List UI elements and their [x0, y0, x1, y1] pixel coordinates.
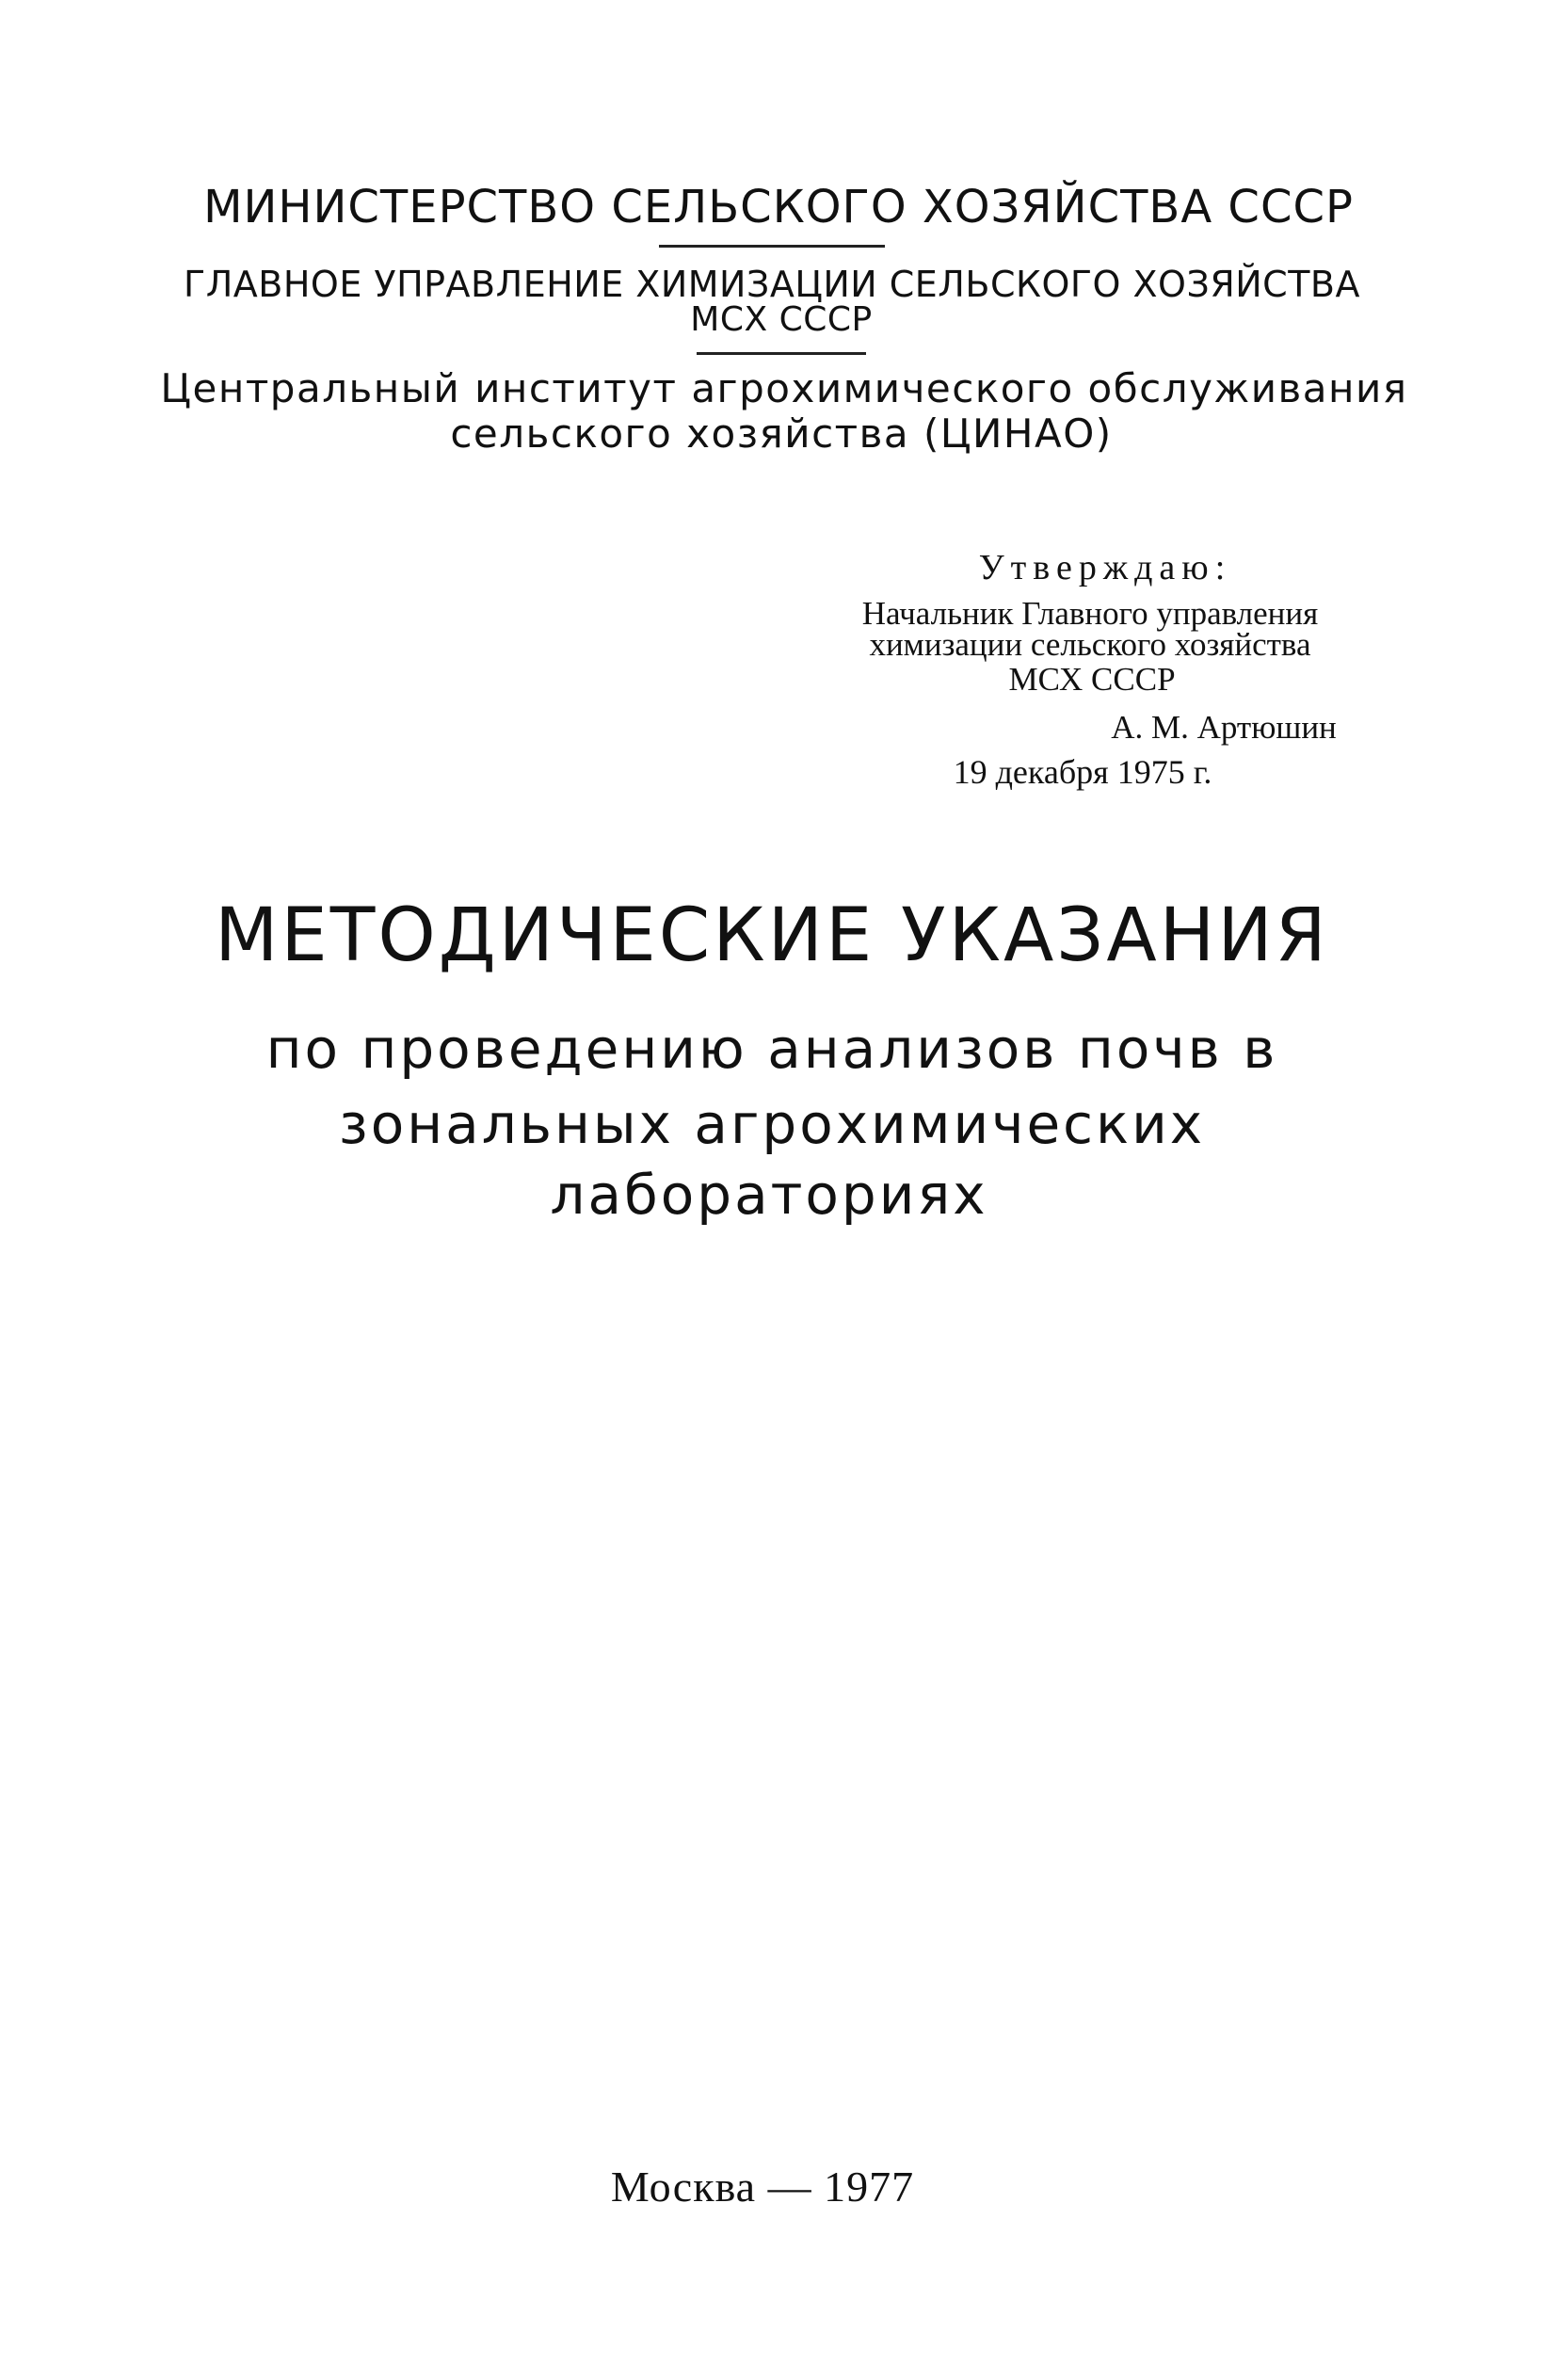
approval-date: 19 декабря 1975 г. [953, 753, 1212, 791]
approver-name: А. М. Артюшин [1111, 709, 1337, 746]
document-subtitle-line: лабораториях [550, 1163, 988, 1227]
document-title: МЕТОДИЧЕСКИЕ УКАЗАНИЯ [215, 893, 1329, 978]
institute-name-continued: сельского хозяйства (ЦИНАО) [450, 410, 1113, 457]
directorate-subheading: МСХ СССР [690, 300, 873, 339]
approver-position-line: Начальник Главного управления [861, 595, 1319, 632]
ministry-heading: МИНИСТЕРСТВО СЕЛЬСКОГО ХОЗЯЙСТВА СССР [203, 181, 1354, 233]
divider-rule [697, 352, 866, 355]
directorate-heading: ГЛАВНОЕ УПРАВЛЕНИЕ ХИМИЗАЦИИ СЕЛЬСКОГО ХОЗЯЙСТВА [184, 264, 1360, 305]
document-subtitle-line: зональных агрохимических [338, 1092, 1206, 1156]
approver-position-line: химизации сельского хозяйства [869, 626, 1311, 663]
approval-label: Утверждаю: [978, 548, 1232, 587]
publication-imprint: Москва — 1977 [610, 2163, 915, 2211]
document-subtitle-line: по проведению анализов почв в [265, 1017, 1278, 1081]
divider-rule [659, 245, 885, 248]
approver-position-line: МСХ СССР [1008, 661, 1176, 698]
institute-name: Центральный институт агрохимического обслуживания [160, 365, 1408, 411]
